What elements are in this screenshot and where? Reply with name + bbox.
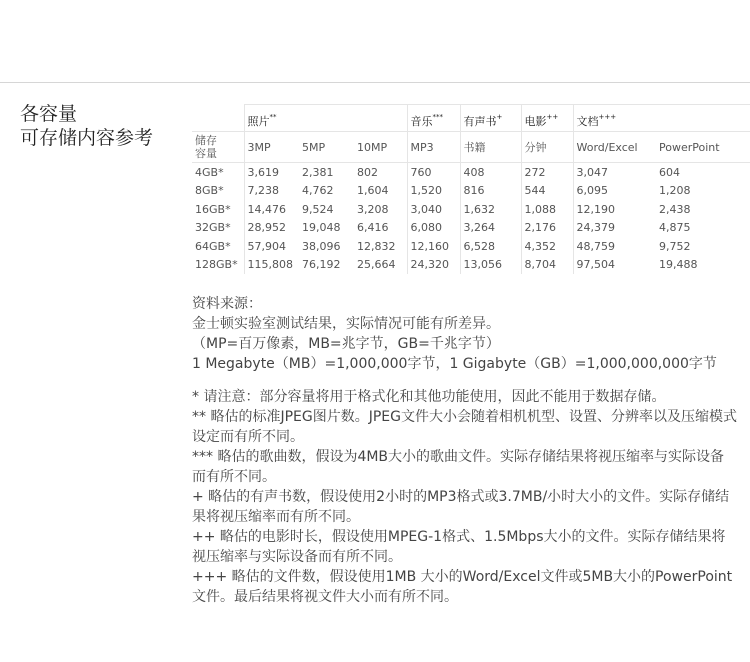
table-cell: 128GB* (195, 258, 238, 272)
footnote: +++ 略估的文件数，假设使用1MB 大小的Word/Excel文件或5MB大小的PowerPoint文件。最后结果将视文件大小而有所不同。 (192, 569, 733, 605)
group-header-photos: 照片** (244, 105, 407, 132)
table-cell: 28,952 (244, 219, 299, 238)
sub-header-5mp: 5MP (299, 132, 354, 163)
table-cell: 48,759 (573, 237, 656, 256)
table-cell: 32GB* (195, 221, 231, 235)
table-cell: 802 (357, 165, 378, 179)
table-cell: 4GB* (195, 165, 224, 179)
table-cell: 2,381 (302, 165, 334, 179)
source-line: 金士顿实验室测试结果，实际情况可能有所差异。 (192, 316, 500, 332)
table-cell: 14,476 (244, 200, 299, 219)
section-title (20, 102, 153, 150)
table-cell: 4,762 (302, 184, 334, 198)
table-cell: 24,320 (407, 256, 460, 275)
table-cell: 24,379 (573, 219, 656, 238)
table-cell: 604 (659, 165, 680, 179)
sub-header-minutes: 分钟 (521, 132, 573, 163)
footnote: + 略估的有声书数，假设使用2小时的MP3格式或3.7MB/小时大小的文件。实际存储结果将视压缩率而有所不同。 (192, 489, 730, 525)
footnote: *** 略估的歌曲数，假设为4MB大小的歌曲文件。实际存储结果将视压缩率与实际设备而有所不同。 (192, 449, 725, 485)
table-cell: 1,208 (659, 184, 691, 198)
table-cell: 1,088 (521, 200, 573, 219)
table-row (192, 256, 750, 275)
table-cell: 8GB* (195, 184, 224, 198)
sub-header-10mp: 10MP (354, 132, 407, 163)
footnote: * 请注意：部分容量将用于格式化和其他功能使用，因此不能用于数据存储。 (192, 389, 666, 405)
notes-section (192, 294, 737, 607)
sub-header-capacity: 储存 容量 (192, 132, 244, 163)
table-cell: 3,208 (357, 202, 389, 216)
table-cell: 6,528 (460, 237, 521, 256)
sub-header-mp3: MP3 (407, 132, 460, 163)
table-cell: 19,488 (659, 258, 698, 272)
section-title-line-1: 各容量 (20, 103, 78, 125)
sub-header-word-excel: Word/Excel (573, 132, 656, 163)
table-cell: 4,352 (521, 237, 573, 256)
table-cell: 3,619 (244, 163, 299, 182)
group-header-audiobooks: 有声书+ (460, 105, 521, 132)
table-cell: 2,438 (659, 202, 691, 216)
table-row (192, 182, 750, 201)
table-cell: 12,190 (573, 200, 656, 219)
table-cell: 816 (460, 182, 521, 201)
sub-header-powerpoint: PowerPoint (656, 132, 750, 163)
table-cell: 12,160 (407, 237, 460, 256)
sub-header-books: 书籍 (460, 132, 521, 163)
source-block (192, 294, 737, 374)
section-title-line-2: 可存储内容参考 (20, 127, 154, 149)
footnote: ++ 略估的电影时长，假设使用MPEG-1格式、1.5Mbps大小的文件。实际存储结果将视压缩率与实际设备而有所不同。 (192, 529, 726, 565)
table-cell: 7,238 (244, 182, 299, 201)
group-header-documents: 文档+++ (573, 105, 750, 132)
footnote: ** 略估的标准JPEG图片数。JPEG文件大小会随着相机机型、设置、分辨率以及压缩模式设定而有所不同。 (192, 409, 737, 445)
table-cell: 1,604 (357, 184, 389, 198)
table-cell: 9,752 (659, 239, 691, 253)
table-cell: 8,704 (521, 256, 573, 275)
group-header-row (192, 105, 750, 132)
table-cell: 408 (460, 163, 521, 182)
table-cell: 13,056 (460, 256, 521, 275)
source-line: 1 Megabyte（MB）=1,000,000字节，1 Gigabyte（GB）=1,000,000,000字节 (192, 356, 717, 372)
table-cell: 4,875 (659, 221, 691, 235)
footnotes-block (192, 387, 737, 607)
table-cell: 57,904 (244, 237, 299, 256)
table-row (192, 163, 750, 182)
table-cell: 3,040 (407, 200, 460, 219)
group-header-music: 音乐*** (407, 105, 460, 132)
table-row (192, 237, 750, 256)
table-cell: 2,176 (521, 219, 573, 238)
table-cell: 3,264 (460, 219, 521, 238)
table-cell: 19,048 (302, 221, 341, 235)
sub-header-3mp: 3MP (244, 132, 299, 163)
source-line: （MP=百万像素，MB=兆字节，GB=千兆字节） (192, 336, 500, 352)
table-cell: 9,524 (302, 202, 334, 216)
table-cell: 16GB* (195, 202, 231, 216)
table-cell: 1,520 (407, 182, 460, 201)
source-heading: 资料来源： (192, 296, 262, 312)
table-cell: 97,504 (573, 256, 656, 275)
table-cell: 25,664 (357, 258, 396, 272)
table-cell: 6,416 (357, 221, 389, 235)
table-cell: 64GB* (195, 239, 231, 253)
table-cell: 38,096 (302, 239, 341, 253)
top-divider (0, 82, 750, 83)
group-header-movies: 电影++ (521, 105, 573, 132)
capacity-table (192, 104, 750, 274)
table-cell: 760 (407, 163, 460, 182)
table-cell: 1,632 (460, 200, 521, 219)
table-cell: 115,808 (244, 256, 299, 275)
sub-header-row (192, 132, 750, 163)
table-cell: 6,080 (407, 219, 460, 238)
table-cell: 6,095 (573, 182, 656, 201)
table-cell: 544 (521, 182, 573, 201)
table-cell: 76,192 (302, 258, 341, 272)
table-row (192, 219, 750, 238)
table-cell: 3,047 (573, 163, 656, 182)
table-row (192, 200, 750, 219)
table-cell: 272 (521, 163, 573, 182)
table-cell: 12,832 (357, 239, 396, 253)
